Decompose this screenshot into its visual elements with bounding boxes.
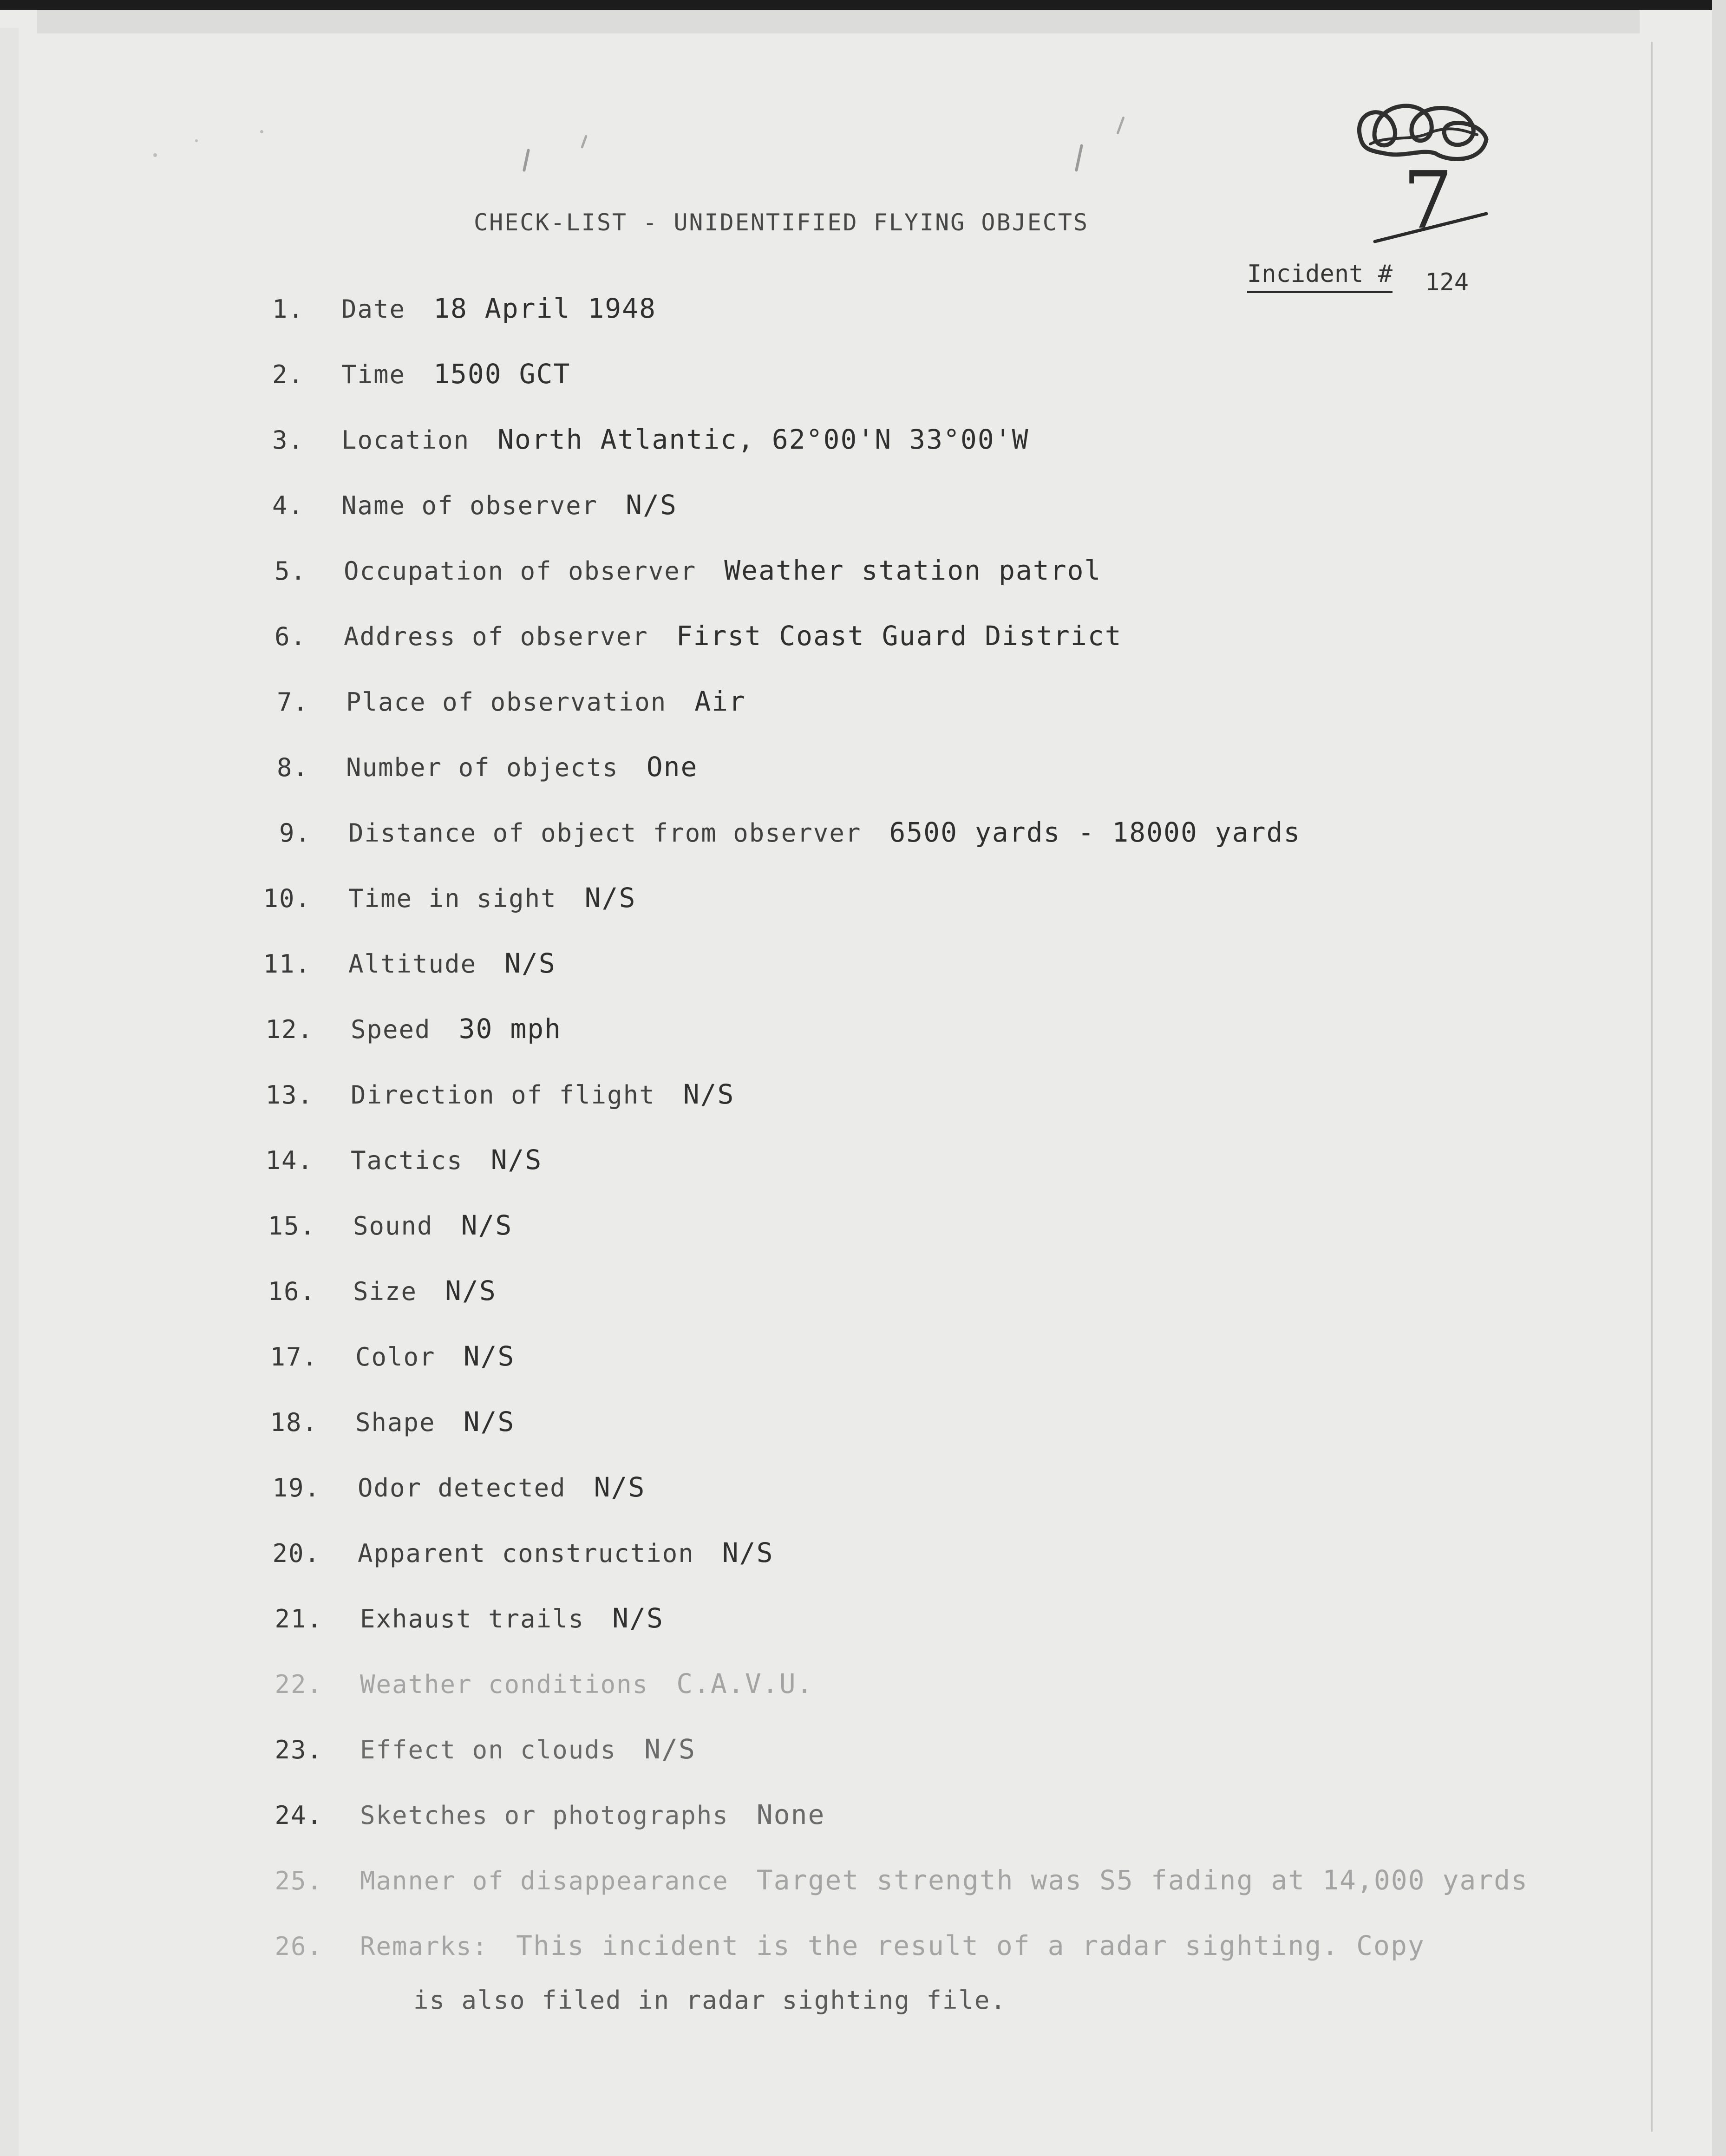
scan-right-border bbox=[1712, 0, 1726, 2156]
seal-number: 7 bbox=[1403, 155, 1453, 247]
item-value: C.A.V.U. bbox=[676, 1668, 814, 1699]
item-number: 24. bbox=[275, 1801, 323, 1830]
item-label: Sound bbox=[353, 1211, 433, 1241]
item-number: 11. bbox=[263, 949, 311, 979]
remarks-continued: is also filed in radar sighting file. bbox=[413, 1986, 1007, 2015]
item-value: 30 mph bbox=[458, 1013, 562, 1045]
checklist-item bbox=[235, 947, 556, 979]
mark-speck bbox=[260, 130, 263, 133]
item-value: N/S bbox=[683, 1078, 735, 1110]
mark-speck bbox=[1075, 144, 1083, 172]
item-value: 6500 yards - 18000 yards bbox=[889, 817, 1301, 848]
item-value: N/S bbox=[644, 1733, 696, 1765]
item-label: Shape bbox=[355, 1408, 436, 1437]
mark-speck bbox=[195, 139, 198, 142]
handwritten-seal bbox=[1342, 84, 1496, 260]
item-number: 26. bbox=[275, 1932, 323, 1961]
item-value: N/S bbox=[584, 882, 636, 914]
page-edge-line bbox=[1651, 42, 1653, 2132]
item-value: N/S bbox=[612, 1602, 664, 1634]
item-value: None bbox=[756, 1799, 825, 1830]
item-number: 8. bbox=[276, 753, 309, 782]
checklist-item bbox=[235, 817, 1301, 848]
item-label: Number of objects bbox=[346, 753, 619, 782]
checklist-item bbox=[246, 1864, 1528, 1896]
item-label: Tactics bbox=[351, 1146, 463, 1175]
item-label: Date bbox=[341, 294, 406, 324]
item-label: Effect on clouds bbox=[360, 1735, 617, 1764]
checklist-item bbox=[246, 1799, 825, 1830]
mark-speck bbox=[153, 153, 157, 157]
item-value: 18 April 1948 bbox=[433, 293, 656, 324]
item-value: 1500 GCT bbox=[433, 358, 571, 390]
scan-top-shade bbox=[37, 10, 1640, 33]
mark-speck bbox=[523, 149, 530, 172]
item-label: Time bbox=[341, 360, 406, 389]
item-label: Apparent construction bbox=[358, 1539, 694, 1568]
incident-field bbox=[1247, 260, 1469, 296]
item-value: N/S bbox=[626, 489, 677, 521]
item-value: N/S bbox=[594, 1471, 646, 1503]
item-number: 25. bbox=[275, 1866, 323, 1895]
checklist-item bbox=[246, 1930, 1425, 1961]
checklist-item bbox=[239, 1209, 512, 1241]
checklist-item bbox=[246, 1602, 664, 1634]
item-number: 9. bbox=[279, 818, 311, 848]
item-number: 2. bbox=[272, 360, 304, 389]
checklist-item bbox=[246, 1668, 814, 1699]
item-label: Location bbox=[341, 425, 470, 455]
item-value: N/S bbox=[722, 1537, 774, 1568]
item-label: Address of observer bbox=[344, 622, 648, 651]
item-number: 12. bbox=[265, 1015, 314, 1044]
item-value: N/S bbox=[461, 1209, 513, 1241]
item-number: 4. bbox=[272, 491, 304, 520]
item-value: N/S bbox=[463, 1340, 515, 1372]
item-value: North Atlantic, 62°00'N 33°00'W bbox=[497, 424, 1029, 455]
item-label: Color bbox=[355, 1342, 436, 1372]
item-label: Odor detected bbox=[358, 1473, 566, 1503]
item-value: Air bbox=[694, 686, 746, 717]
incident-label: Incident # bbox=[1247, 260, 1393, 293]
item-number: 22. bbox=[275, 1670, 323, 1699]
item-value: One bbox=[646, 751, 698, 783]
item-value: N/S bbox=[490, 1144, 543, 1176]
item-label: Occupation of observer bbox=[344, 556, 697, 586]
item-value: Target strength was S5 fading at 14,000 yards bbox=[756, 1864, 1529, 1896]
item-number: 7. bbox=[276, 687, 309, 717]
scan-top-border bbox=[0, 0, 1726, 10]
item-value: N/S bbox=[504, 947, 556, 979]
item-label: Speed bbox=[351, 1015, 431, 1044]
item-number: 6. bbox=[274, 622, 307, 651]
mark-speck bbox=[581, 135, 588, 149]
item-number: 1. bbox=[272, 294, 304, 324]
item-label: Name of observer bbox=[341, 491, 598, 520]
scan-left-edge bbox=[0, 28, 19, 2156]
checklist-item bbox=[237, 1013, 562, 1045]
checklist-item bbox=[228, 489, 677, 521]
item-value: This incident is the result of a radar sighting. Copy bbox=[516, 1930, 1425, 1961]
item-number: 21. bbox=[275, 1604, 323, 1633]
item-number: 5. bbox=[274, 556, 307, 586]
checklist-item bbox=[235, 882, 636, 914]
checklist-item bbox=[228, 424, 1029, 455]
item-label: Place of observation bbox=[346, 687, 667, 717]
checklist-item bbox=[230, 555, 1101, 586]
item-value: N/S bbox=[445, 1275, 497, 1307]
item-value: N/S bbox=[463, 1406, 515, 1437]
item-number: 15. bbox=[268, 1211, 316, 1241]
item-number: 18. bbox=[270, 1408, 318, 1437]
item-label: Manner of disappearance bbox=[360, 1866, 729, 1895]
checklist-item bbox=[244, 1471, 645, 1503]
item-number: 19. bbox=[272, 1473, 320, 1503]
document-title: CHECK-LIST - UNIDENTIFIED FLYING OBJECTS bbox=[474, 209, 1089, 236]
incident-number: 124 bbox=[1425, 268, 1469, 296]
item-number: 3. bbox=[272, 425, 304, 455]
checklist-item bbox=[232, 751, 698, 783]
checklist-item bbox=[230, 620, 1122, 652]
item-value: Weather station patrol bbox=[724, 555, 1102, 586]
checklist-item bbox=[246, 1733, 696, 1765]
item-label: Sketches or photographs bbox=[360, 1801, 729, 1830]
checklist-item bbox=[239, 1275, 497, 1307]
checklist-item bbox=[244, 1537, 774, 1568]
checklist-item bbox=[237, 1078, 734, 1110]
item-number: 17. bbox=[270, 1342, 318, 1372]
item-number: 14. bbox=[265, 1146, 314, 1175]
item-label: Altitude bbox=[348, 949, 477, 979]
item-value: First Coast Guard District bbox=[676, 620, 1122, 652]
mark-speck bbox=[1116, 116, 1125, 134]
item-label: Direction of flight bbox=[351, 1080, 655, 1110]
item-label: Exhaust trails bbox=[360, 1604, 585, 1633]
checklist-item bbox=[237, 1144, 542, 1176]
checklist-item bbox=[228, 358, 570, 390]
item-number: 10. bbox=[263, 884, 311, 913]
item-label: Weather conditions bbox=[360, 1670, 649, 1699]
checklist-item bbox=[228, 293, 656, 324]
checklist-item bbox=[232, 686, 746, 717]
item-label: Remarks: bbox=[360, 1932, 489, 1961]
item-number: 13. bbox=[265, 1080, 314, 1110]
item-number: 20. bbox=[272, 1539, 320, 1568]
item-label: Size bbox=[353, 1277, 418, 1306]
checklist-item bbox=[242, 1340, 515, 1372]
item-label: Time in sight bbox=[348, 884, 557, 913]
item-number: 23. bbox=[275, 1735, 323, 1764]
item-number: 16. bbox=[268, 1277, 316, 1306]
checklist-item bbox=[242, 1406, 515, 1437]
item-label: Distance of object from observer bbox=[348, 818, 862, 848]
